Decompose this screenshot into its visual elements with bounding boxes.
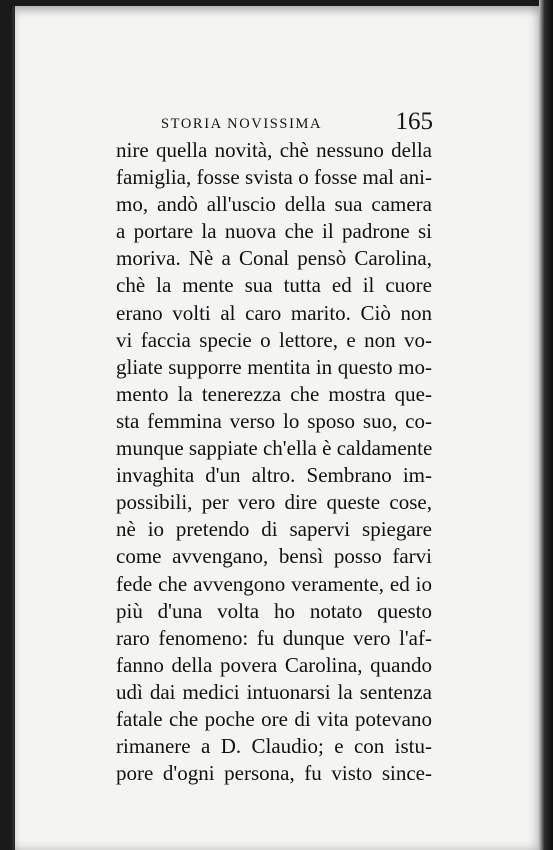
text-line: udì dai medici intuonarsi la sentenza bbox=[116, 679, 432, 704]
text-line: raro fenomeno: fu dunque vero l'af- bbox=[116, 625, 432, 650]
text-line: sta femmina verso lo sposo suo, co- bbox=[116, 408, 432, 433]
text-line: mento la tenerezza che mostra que- bbox=[116, 381, 432, 406]
text-line: fanno della povera Carolina, quando bbox=[116, 652, 432, 677]
text-line: fede che avvengono veramente, ed io bbox=[116, 571, 432, 596]
page-number: 165 bbox=[395, 108, 433, 135]
text-line: munque sappiate ch'ella è caldamente bbox=[116, 436, 433, 461]
text-line: a portare la nuova che il padrone si bbox=[116, 219, 432, 244]
text-line: come avvengano, bensì posso farvi bbox=[116, 544, 432, 569]
text-line: pore d'ogni persona, fu visto since- bbox=[116, 761, 432, 786]
running-title: STORIA NOVISSIMA bbox=[161, 116, 323, 132]
text-line: gliate supporre mentita in questo mo- bbox=[116, 354, 432, 379]
page-header bbox=[161, 108, 433, 138]
text-line: fatale che poche ore di vita potevano bbox=[116, 706, 432, 731]
text-line: mo, andò all'uscio della sua camera bbox=[116, 192, 432, 217]
text-line: vi faccia specie o lettore, e non vo- bbox=[116, 327, 432, 352]
text-line: moriva. Nè a Conal pensò Carolina, bbox=[116, 246, 432, 271]
text-line: possibili, per vero dire queste cose, bbox=[116, 490, 432, 515]
text-line: chè la mente sua tutta ed il cuore bbox=[116, 273, 432, 298]
text-line: nè io pretendo di sapervi spiegare bbox=[116, 517, 432, 542]
body-text bbox=[116, 137, 432, 787]
text-line: erano volti al caro marito. Ciò non bbox=[116, 300, 432, 325]
text-line: rimanere a D. Claudio; e con istu- bbox=[116, 734, 432, 759]
text-line: più d'una volta ho notato questo bbox=[116, 598, 432, 623]
text-line: famiglia, fosse svista o fosse mal ani- bbox=[116, 165, 432, 190]
text-line: invaghita d'un altro. Sembrano im- bbox=[116, 463, 432, 488]
page-edge-shadow bbox=[539, 0, 553, 850]
text-line: nire quella novità, chè nessuno della bbox=[116, 138, 432, 162]
